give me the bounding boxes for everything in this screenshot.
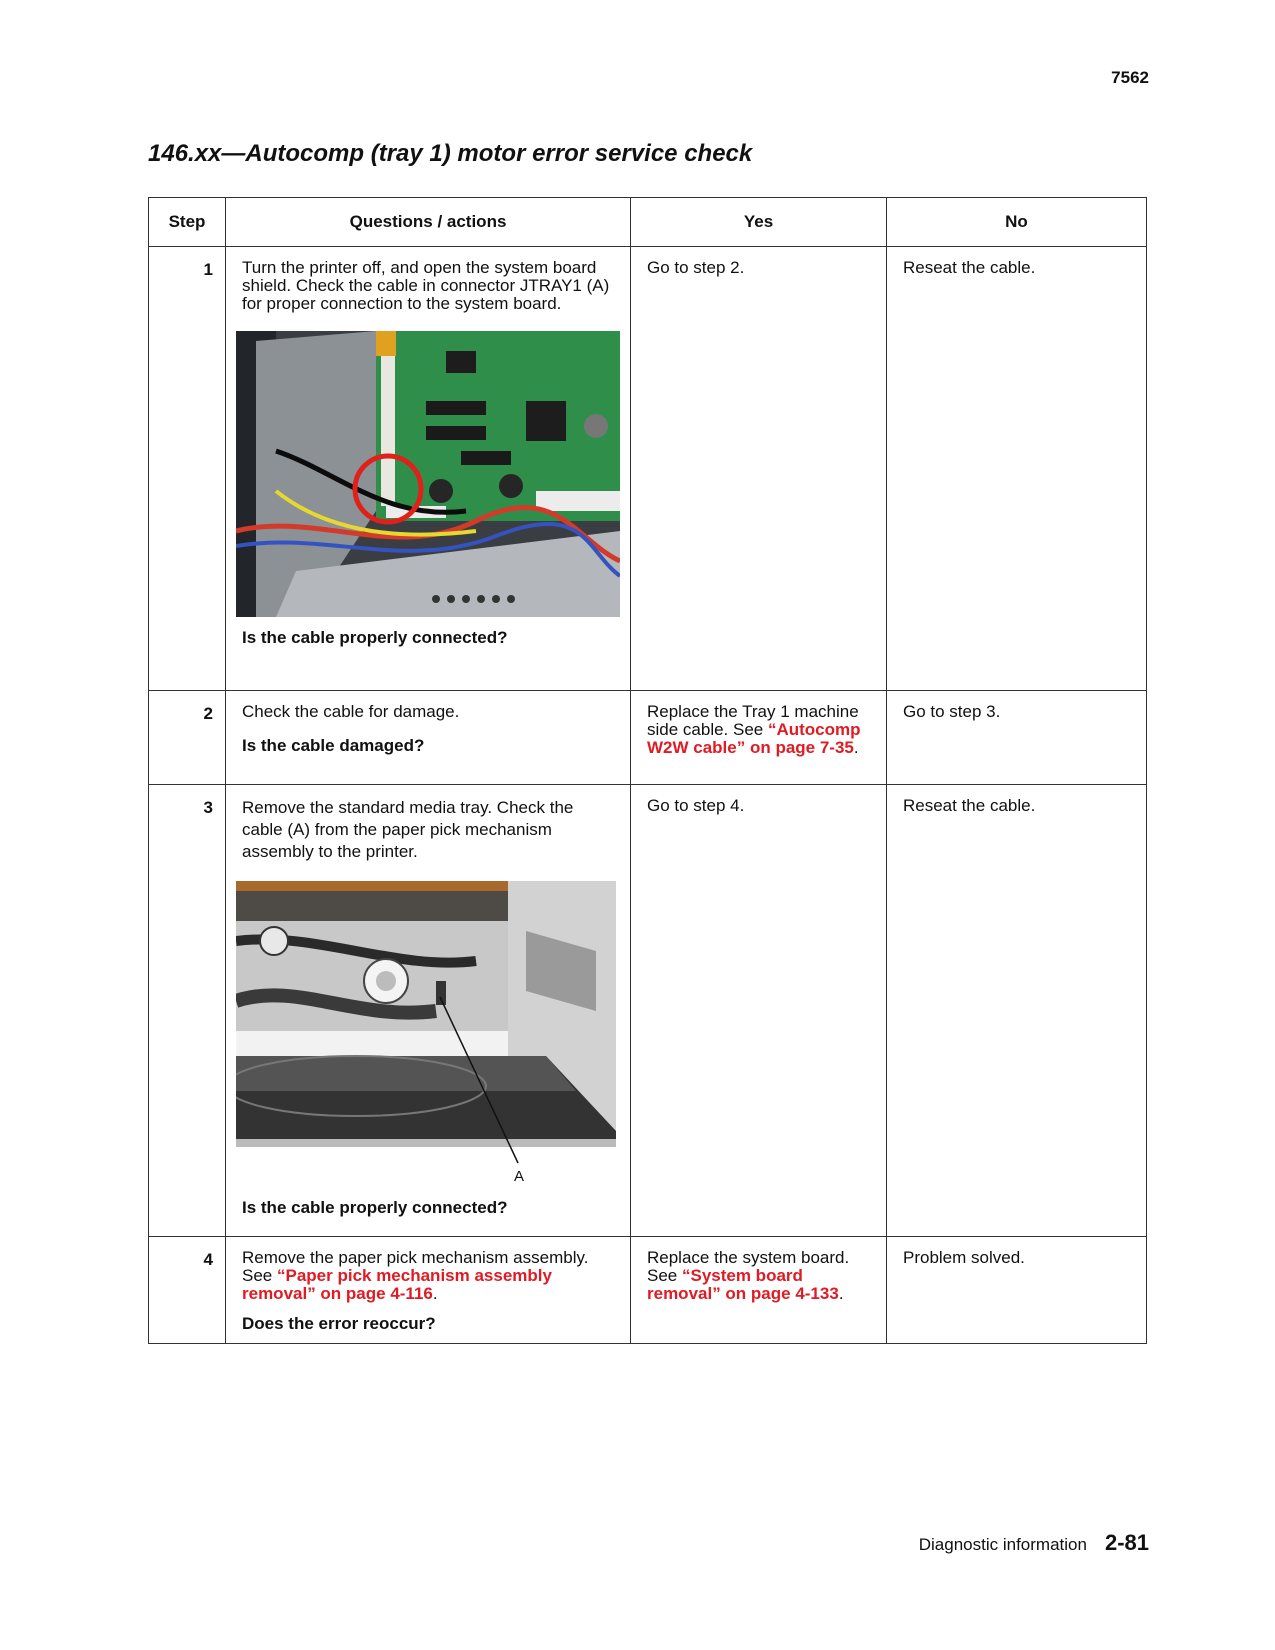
system-board-photo <box>236 331 620 617</box>
action-cell <box>226 247 631 691</box>
step-number: 2 <box>149 691 226 785</box>
yes-cell: Go to step 2. <box>631 247 887 691</box>
yes-cell <box>631 1237 887 1344</box>
action-text-start: Remove the paper pick mechanism assembly. See <box>242 1248 589 1285</box>
page-number: 2-81 <box>1104 1530 1149 1555</box>
action-text: Turn the printer off, and open the system board shield. Check the cable in connector JTRAY1 (A) for proper connection to the system board. <box>242 258 610 313</box>
page-footer <box>919 1530 1149 1556</box>
table-row <box>149 247 1147 691</box>
paper-pick-mechanism-illustration <box>236 881 616 1187</box>
page-title: 146.xx—Autocomp (tray 1) motor error service check <box>148 140 753 167</box>
question-text: Does the error reoccur? <box>242 1314 436 1333</box>
yes-text-end: . <box>838 1284 844 1303</box>
header-step: Step <box>149 198 226 247</box>
action-cell <box>226 691 631 785</box>
action-cell <box>226 785 631 1237</box>
system-board-removal-link[interactable]: “System board removal” on page 4-133 <box>647 1266 839 1303</box>
question-text: Is the cable damaged? <box>242 736 425 755</box>
step-number: 3 <box>149 785 226 1237</box>
figure-label-a: A <box>514 1168 525 1185</box>
table-row <box>149 785 1147 1237</box>
yes-cell <box>631 691 887 785</box>
header-questions: Questions / actions <box>226 198 631 247</box>
service-check-table <box>148 197 1147 1344</box>
table-header-row <box>149 198 1147 247</box>
no-cell: Reseat the cable. <box>887 247 1147 691</box>
step-number: 1 <box>149 247 226 691</box>
no-cell: Reseat the cable. <box>887 785 1147 1237</box>
paper-pick-removal-link[interactable]: “Paper pick mechanism assembly removal” on page 4-116 <box>242 1266 552 1303</box>
table-row <box>149 691 1147 785</box>
yes-text: Replace the Tray 1 machine side cable. See <box>647 702 859 739</box>
action-cell <box>226 1237 631 1344</box>
yes-text-end: . <box>853 738 859 757</box>
yes-text: Replace the system board. See <box>647 1248 850 1285</box>
action-text: Remove the standard media tray. Check the cable (A) from the paper pick mechanism assembly to the printer. <box>242 798 574 861</box>
action-text-end: . <box>432 1284 438 1303</box>
step-number: 4 <box>149 1237 226 1344</box>
header-no: No <box>887 198 1147 247</box>
question-text: Is the cable properly connected? <box>242 628 508 647</box>
footer-section: Diagnostic information <box>918 1535 1087 1554</box>
action-text <box>242 1249 614 1303</box>
action-text: Check the cable for damage. <box>242 702 460 721</box>
no-cell: Problem solved. <box>887 1237 1147 1344</box>
question-text: Is the cable properly connected? <box>242 1198 508 1217</box>
autocomp-cable-link[interactable]: “Autocomp W2W cable” on page 7-35 <box>647 720 861 757</box>
yes-cell: Go to step 4. <box>631 785 887 1237</box>
no-cell: Go to step 3. <box>887 691 1147 785</box>
table-row <box>149 1237 1147 1344</box>
model-number: 7562 <box>1111 68 1149 87</box>
header-yes: Yes <box>631 198 887 247</box>
